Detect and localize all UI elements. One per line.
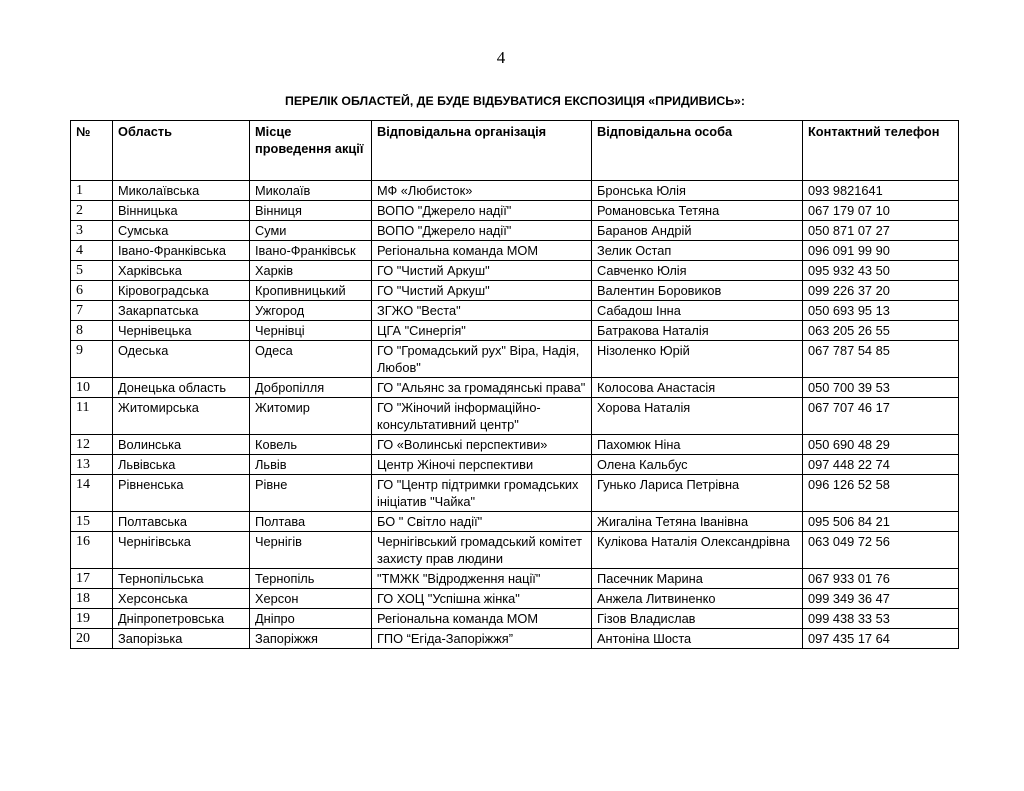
table-row: [71, 532, 959, 569]
region-cell: Одеська: [113, 341, 250, 378]
contact-person-cell: Пахомюк Ніна: [592, 435, 803, 455]
venue-cell: Харків: [250, 261, 372, 281]
row-number: 20: [71, 629, 113, 649]
contact-person-cell: Нізоленко Юрій: [592, 341, 803, 378]
contact-person-cell: Хорова Наталія: [592, 398, 803, 435]
header-row: [71, 121, 959, 181]
venue-cell: Дніпро: [250, 609, 372, 629]
phone-cell: 097 435 17 64: [803, 629, 959, 649]
region-cell: Полтавська: [113, 512, 250, 532]
page-number: 4: [496, 48, 506, 67]
region-cell: Донецька область: [113, 378, 250, 398]
phone-cell: 095 506 84 21: [803, 512, 959, 532]
page-title: ПЕРЕЛІК ОБЛАСТЕЙ, ДЕ БУДЕ ВІДБУВАТИСЯ ЕКСПОЗИЦІЯ «ПРИДИВИСЬ»:: [285, 94, 745, 108]
venue-cell: Чернівці: [250, 321, 372, 341]
table-row: [71, 221, 959, 241]
organization-cell: ГО "Чистий Аркуш": [372, 281, 592, 301]
organization-cell: ЗГЖО "Веста": [372, 301, 592, 321]
region-cell: Сумська: [113, 221, 250, 241]
regions-table: [70, 120, 959, 649]
phone-cell: 099 349 36 47: [803, 589, 959, 609]
phone-cell: 050 871 07 27: [803, 221, 959, 241]
row-number: 1: [71, 181, 113, 201]
organization-cell: ВОПО "Джерело надії": [372, 221, 592, 241]
contact-person-cell: Колосова Анастасія: [592, 378, 803, 398]
phone-cell: 050 700 39 53: [803, 378, 959, 398]
table-body: [71, 181, 959, 649]
table-row: [71, 589, 959, 609]
row-number: 19: [71, 609, 113, 629]
phone-cell: 096 126 52 58: [803, 475, 959, 512]
contact-person-cell: Гізов Владислав: [592, 609, 803, 629]
table-row: [71, 512, 959, 532]
organization-cell: ЦГА "Синергія": [372, 321, 592, 341]
venue-cell: Івано-Франківськ: [250, 241, 372, 261]
organization-cell: БО " Світло надії": [372, 512, 592, 532]
row-number: 5: [71, 261, 113, 281]
phone-cell: 067 933 01 76: [803, 569, 959, 589]
region-cell: Рівненська: [113, 475, 250, 512]
row-number: 12: [71, 435, 113, 455]
venue-cell: Миколаїв: [250, 181, 372, 201]
region-cell: Херсонська: [113, 589, 250, 609]
contact-person-cell: Пасечник Марина: [592, 569, 803, 589]
contact-person-cell: Валентин Боровиков: [592, 281, 803, 301]
organization-cell: Чернігівський громадський комітет захисту прав людини: [372, 532, 592, 569]
organization-cell: ГО "Альянс за громадянські права": [372, 378, 592, 398]
row-number: 9: [71, 341, 113, 378]
row-number: 18: [71, 589, 113, 609]
row-number: 16: [71, 532, 113, 569]
organization-cell: МФ «Любисток»: [372, 181, 592, 201]
table-row: [71, 201, 959, 221]
column-header-region: Область: [113, 121, 250, 181]
phone-cell: 067 179 07 10: [803, 201, 959, 221]
region-cell: Львівська: [113, 455, 250, 475]
organization-cell: Регіональна команда МОМ: [372, 241, 592, 261]
phone-cell: 067 787 54 85: [803, 341, 959, 378]
row-number: 11: [71, 398, 113, 435]
table-row: [71, 181, 959, 201]
row-number: 15: [71, 512, 113, 532]
organization-cell: "ТМЖК "Відродження нації": [372, 569, 592, 589]
row-number: 13: [71, 455, 113, 475]
venue-cell: Житомир: [250, 398, 372, 435]
region-cell: Закарпатська: [113, 301, 250, 321]
venue-cell: Добропілля: [250, 378, 372, 398]
table-row: [71, 261, 959, 281]
organization-cell: ГПО “Егіда-Запоріжжя”: [372, 629, 592, 649]
table-header: [71, 121, 959, 181]
venue-cell: Ковель: [250, 435, 372, 455]
contact-person-cell: Анжела Литвиненко: [592, 589, 803, 609]
contact-person-cell: Романовська Тетяна: [592, 201, 803, 221]
column-header-contact-person: Відповідальна особа: [592, 121, 803, 181]
contact-person-cell: Олена Кальбус: [592, 455, 803, 475]
row-number: 6: [71, 281, 113, 301]
row-number: 4: [71, 241, 113, 261]
phone-cell: 093 9821641: [803, 181, 959, 201]
venue-cell: Полтава: [250, 512, 372, 532]
contact-person-cell: Зелик Остап: [592, 241, 803, 261]
contact-person-cell: Савченко Юлія: [592, 261, 803, 281]
region-cell: Івано-Франківська: [113, 241, 250, 261]
region-cell: Харківська: [113, 261, 250, 281]
contact-person-cell: Кулікова Наталія Олександрівна: [592, 532, 803, 569]
contact-person-cell: Сабадош Інна: [592, 301, 803, 321]
region-cell: Запорізька: [113, 629, 250, 649]
table-row: [71, 629, 959, 649]
table-row: [71, 301, 959, 321]
venue-cell: Одеса: [250, 341, 372, 378]
region-cell: Чернівецька: [113, 321, 250, 341]
table-row: [71, 455, 959, 475]
contact-person-cell: Гунько Лариса Петрівна: [592, 475, 803, 512]
row-number: 3: [71, 221, 113, 241]
organization-cell: ВОПО "Джерело надії": [372, 201, 592, 221]
phone-cell: 096 091 99 90: [803, 241, 959, 261]
table-row: [71, 241, 959, 261]
table-row: [71, 435, 959, 455]
region-cell: Вінницька: [113, 201, 250, 221]
table-row: [71, 341, 959, 378]
organization-cell: Регіональна команда МОМ: [372, 609, 592, 629]
region-cell: Дніпропетровська: [113, 609, 250, 629]
phone-cell: 063 049 72 56: [803, 532, 959, 569]
region-cell: Волинська: [113, 435, 250, 455]
organization-cell: ГО «Волинські перспективи»: [372, 435, 592, 455]
column-header-number: №: [71, 121, 113, 181]
venue-cell: Чернігів: [250, 532, 372, 569]
contact-person-cell: Батракова Наталія: [592, 321, 803, 341]
row-number: 17: [71, 569, 113, 589]
venue-cell: Тернопіль: [250, 569, 372, 589]
phone-cell: 097 448 22 74: [803, 455, 959, 475]
phone-cell: 099 438 33 53: [803, 609, 959, 629]
organization-cell: ГО "Чистий Аркуш": [372, 261, 592, 281]
region-cell: Миколаївська: [113, 181, 250, 201]
region-cell: Кіровоградська: [113, 281, 250, 301]
column-header-phone: Контактний телефон: [803, 121, 959, 181]
contact-person-cell: Жигаліна Тетяна Іванівна: [592, 512, 803, 532]
organization-cell: ГО ХОЦ "Успішна жінка": [372, 589, 592, 609]
contact-person-cell: Баранов Андрій: [592, 221, 803, 241]
table-row: [71, 475, 959, 512]
phone-cell: 099 226 37 20: [803, 281, 959, 301]
phone-cell: 063 205 26 55: [803, 321, 959, 341]
table-row: [71, 378, 959, 398]
row-number: 14: [71, 475, 113, 512]
table-row: [71, 569, 959, 589]
phone-cell: 067 707 46 17: [803, 398, 959, 435]
row-number: 7: [71, 301, 113, 321]
table-row: [71, 281, 959, 301]
venue-cell: Ужгород: [250, 301, 372, 321]
organization-cell: Центр Жіночі перспективи: [372, 455, 592, 475]
table-row: [71, 398, 959, 435]
organization-cell: ГО "Жіночий інформаційно-консультативний центр": [372, 398, 592, 435]
organization-cell: ГО "Центр підтримки громадських ініціатив "Чайка": [372, 475, 592, 512]
organization-cell: ГО "Громадський рух" Віра, Надія, Любов": [372, 341, 592, 378]
venue-cell: Вінниця: [250, 201, 372, 221]
region-cell: Тернопільська: [113, 569, 250, 589]
row-number: 2: [71, 201, 113, 221]
row-number: 10: [71, 378, 113, 398]
venue-cell: Кропивницький: [250, 281, 372, 301]
phone-cell: 095 932 43 50: [803, 261, 959, 281]
contact-person-cell: Бронська Юлія: [592, 181, 803, 201]
table-row: [71, 321, 959, 341]
venue-cell: Рівне: [250, 475, 372, 512]
region-cell: Житомирська: [113, 398, 250, 435]
row-number: 8: [71, 321, 113, 341]
venue-cell: Суми: [250, 221, 372, 241]
contact-person-cell: Антоніна Шоста: [592, 629, 803, 649]
venue-cell: Львів: [250, 455, 372, 475]
venue-cell: Херсон: [250, 589, 372, 609]
column-header-organization: Відповідальна організація: [372, 121, 592, 181]
phone-cell: 050 690 48 29: [803, 435, 959, 455]
venue-cell: Запоріжжя: [250, 629, 372, 649]
phone-cell: 050 693 95 13: [803, 301, 959, 321]
table-row: [71, 609, 959, 629]
region-cell: Чернігівська: [113, 532, 250, 569]
column-header-venue: Місце проведення акції: [250, 121, 372, 181]
